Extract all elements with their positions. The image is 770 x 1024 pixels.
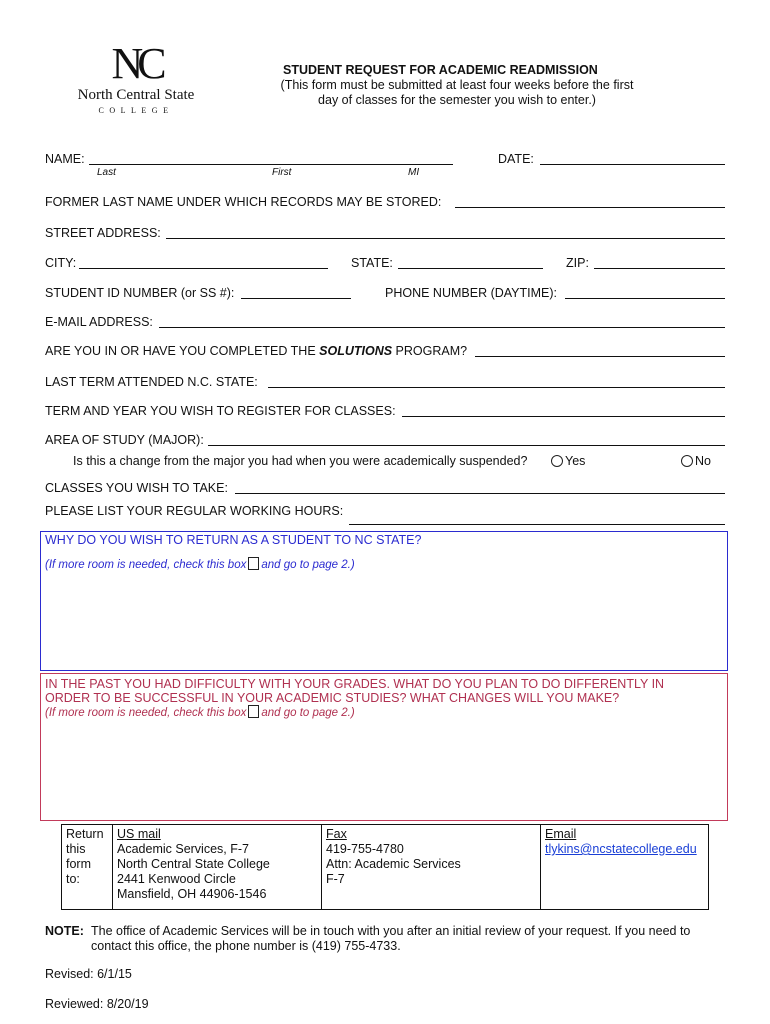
plan-differently-title-line2: ORDER TO BE SUCCESSFUL IN YOUR ACADEMIC STUDIES? WHAT CHANGES WILL YOU MAKE? (45, 691, 620, 705)
name-label: NAME: (45, 152, 85, 166)
student-id-label: STUDENT ID NUMBER (or SS #): (45, 286, 235, 300)
revised-date: Revised: 6/1/15 (45, 967, 132, 981)
plan-differently-more-room-checkbox[interactable] (248, 705, 259, 718)
name-field[interactable] (89, 164, 453, 165)
last-term-label: LAST TERM ATTENDED N.C. STATE: (45, 375, 258, 389)
email-address-link[interactable]: tlykins@ncstatecollege.edu (545, 842, 697, 856)
solutions-label-post: PROGRAM? (392, 344, 468, 358)
return-form-table (61, 824, 709, 910)
date-field[interactable] (540, 164, 725, 165)
note-label: NOTE: (45, 924, 84, 938)
solutions-label (45, 344, 467, 358)
plan-differently-hint-post: and go to page 2.) (261, 707, 355, 719)
us-mail-line: Mansfield, OH 44906-1546 (117, 887, 267, 901)
no-radio[interactable] (681, 455, 693, 467)
state-label: STATE: (351, 256, 393, 270)
phone-field[interactable] (565, 298, 725, 299)
note-line2: contact this office, the phone number is (419) 755-4733. (91, 939, 401, 953)
form-subtitle-line2: day of classes for the semester you wish to enter.) (318, 93, 596, 107)
plan-differently-hint (45, 705, 355, 719)
solutions-field[interactable] (475, 356, 725, 357)
city-field[interactable] (79, 268, 328, 269)
area-of-study-label: AREA OF STUDY (MAJOR): (45, 433, 204, 447)
city-label: CITY: (45, 256, 77, 270)
zip-field[interactable] (594, 268, 725, 269)
street-address-field[interactable] (166, 238, 725, 239)
email-cell (541, 825, 709, 910)
why-return-title: WHY DO YOU WISH TO RETURN AS A STUDENT TO NC STATE? (45, 533, 422, 547)
return-label-line: form (66, 857, 91, 871)
form-title: STUDENT REQUEST FOR ACADEMIC READMISSION (283, 63, 598, 77)
term-year-label: TERM AND YEAR YOU WISH TO REGISTER FOR CLASSES: (45, 404, 396, 418)
reviewed-date: Reviewed: 8/20/19 (45, 997, 149, 1011)
logo-mark: NC (111, 39, 161, 88)
fax-line: 419-755-4780 (326, 842, 404, 856)
fax-line: Attn: Academic Services (326, 857, 461, 871)
fax-cell (322, 825, 541, 910)
yes-radio[interactable] (551, 455, 563, 467)
return-label-line: this (66, 842, 86, 856)
state-field[interactable] (398, 268, 543, 269)
plan-differently-title-line1: IN THE PAST YOU HAD DIFFICULTY WITH YOUR GRADES. WHAT DO YOU PLAN TO DO DIFFERENTLY IN (45, 677, 665, 691)
last-term-field[interactable] (268, 387, 725, 388)
name-first-caption: First (272, 167, 292, 178)
street-address-label: STREET ADDRESS: (45, 226, 161, 240)
email-field[interactable] (159, 327, 725, 328)
solutions-label-bold: SOLUTIONS (319, 344, 393, 358)
why-return-more-room-checkbox[interactable] (248, 557, 259, 570)
us-mail-cell (113, 825, 322, 910)
working-hours-field[interactable] (349, 524, 725, 525)
logo-name: North Central State (77, 87, 195, 103)
fax-heading: Fax (326, 827, 347, 841)
former-last-name-label: FORMER LAST NAME UNDER WHICH RECORDS MAY BE STORED: (45, 195, 442, 209)
yes-label: Yes (565, 454, 586, 468)
fax-line: F-7 (326, 872, 345, 886)
why-return-hint (45, 557, 355, 571)
former-last-name-field[interactable] (455, 207, 725, 208)
return-label-line: Return (66, 827, 104, 841)
logo-college: COLLEGE (98, 106, 174, 115)
zip-label: ZIP: (566, 256, 589, 270)
why-return-box[interactable] (40, 531, 728, 671)
form-subtitle-line1: (This form must be submitted at least four weeks before the first (280, 78, 634, 92)
us-mail-line: 2441 Kenwood Circle (117, 872, 236, 886)
note-line1: The office of Academic Services will be in touch with you after an initial review of your request. If you need to (91, 924, 691, 938)
classes-label: CLASSES YOU WISH TO TAKE: (45, 481, 228, 495)
term-year-field[interactable] (402, 416, 725, 417)
college-logo (66, 39, 206, 115)
why-return-hint-post: and go to page 2.) (261, 559, 355, 571)
plan-differently-hint-pre: (If more room is needed, check this box (45, 707, 247, 719)
working-hours-label: PLEASE LIST YOUR REGULAR WORKING HOURS: (45, 504, 344, 518)
why-return-hint-pre: (If more room is needed, check this box (45, 559, 247, 571)
us-mail-heading: US mail (117, 827, 161, 841)
email-heading: Email (545, 827, 577, 841)
email-label: E-MAIL ADDRESS: (45, 315, 153, 329)
no-label: No (695, 454, 711, 468)
phone-label: PHONE NUMBER (DAYTIME): (385, 286, 557, 300)
us-mail-line: Academic Services, F-7 (117, 842, 249, 856)
name-mi-caption: MI (408, 167, 420, 178)
solutions-label-pre: ARE YOU IN OR HAVE YOU COMPLETED THE (45, 344, 320, 358)
classes-field[interactable] (235, 493, 725, 494)
area-of-study-field[interactable] (208, 445, 725, 446)
student-id-field[interactable] (241, 298, 351, 299)
date-label: DATE: (498, 152, 534, 166)
name-last-caption: Last (97, 167, 116, 178)
us-mail-line: North Central State College (117, 857, 270, 871)
major-change-question: Is this a change from the major you had when you were academically suspended? (73, 454, 528, 468)
return-label-line: to: (66, 872, 80, 886)
return-label-cell (62, 825, 113, 910)
